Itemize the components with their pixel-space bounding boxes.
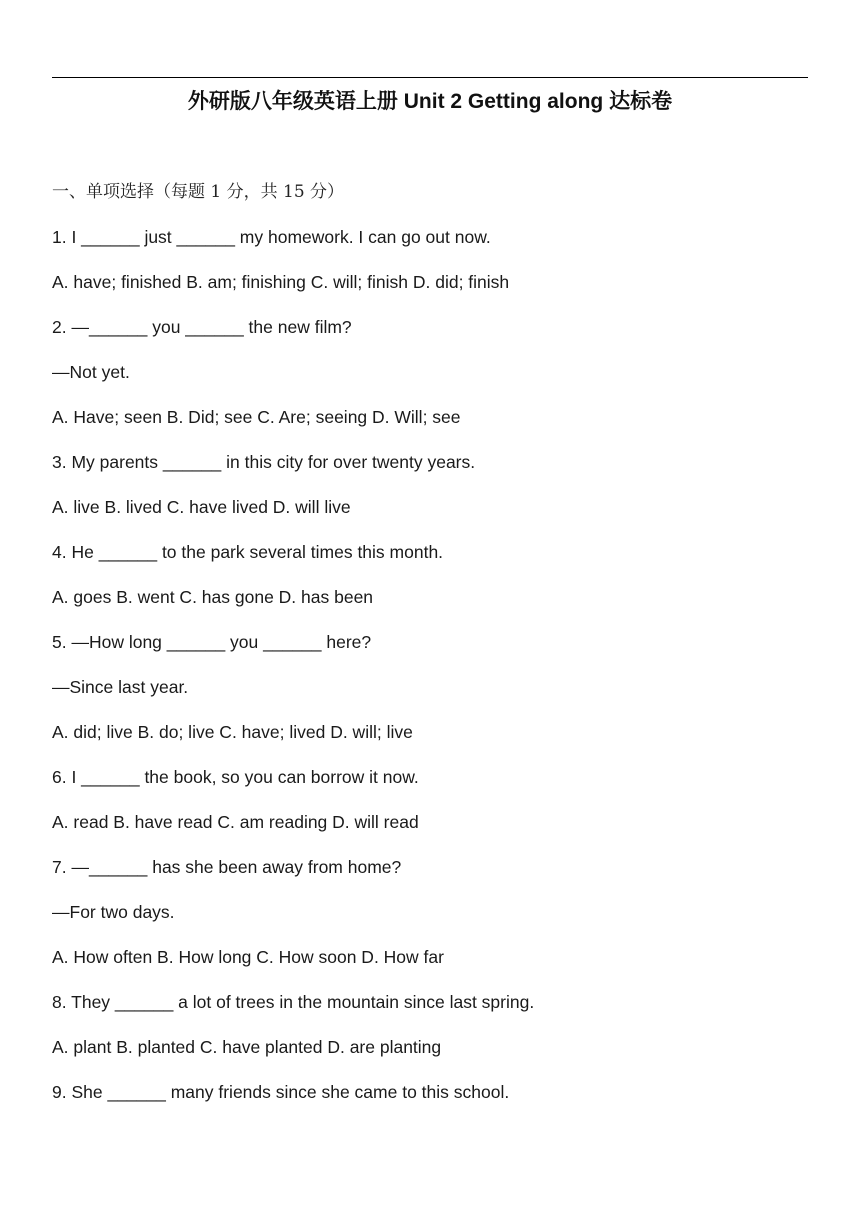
question-2-options: A. Have; seen B. Did; see C. Are; seeing D. Will; see — [52, 407, 461, 427]
question-1-options: A. have; finished B. am; finishing C. will; finish D. did; finish — [52, 272, 510, 292]
section-heading: 一、单项选择（每题 1 分，共 15 分） — [52, 182, 345, 202]
question-2-reply: —Not yet. — [52, 362, 130, 382]
question-7-options: A. How often B. How long C. How soon D. How far — [52, 947, 444, 967]
document-title: 外研版八年级英语上册 Unit 2 Getting along 达标卷 — [187, 90, 673, 113]
question-8-options: A. plant B. planted C. have planted D. are planting — [52, 1037, 442, 1057]
question-5-options: A. did; live B. do; live C. have; lived D. will; live — [52, 722, 413, 742]
question-8-stem: 8. They ______ a lot of trees in the mountain since last spring. — [52, 992, 535, 1012]
question-list — [52, 225, 812, 1125]
question-4-stem: 4. He ______ to the park several times this month. — [52, 542, 444, 562]
question-9-stem: 9. She ______ many friends since she came to this school. — [52, 1082, 510, 1102]
question-4-options: A. goes B. went C. has gone D. has been — [52, 587, 374, 607]
question-6-options: A. read B. have read C. am reading D. will read — [52, 812, 419, 832]
question-6-stem: 6. I ______ the book, so you can borrow it now. — [52, 767, 419, 787]
header-rule — [52, 77, 808, 78]
question-7-reply: —For two days. — [52, 902, 175, 922]
question-1-stem: 1. I ______ just ______ my homework. I can go out now. — [52, 227, 491, 247]
question-2-stem: 2. —______ you ______ the new film? — [52, 317, 352, 337]
question-7-stem: 7. —______ has she been away from home? — [52, 857, 402, 877]
question-5-stem: 5. —How long ______ you ______ here? — [52, 632, 372, 652]
question-5-reply: —Since last year. — [52, 677, 189, 697]
question-3-options: A. live B. lived C. have lived D. will live — [52, 497, 351, 517]
question-3-stem: 3. My parents ______ in this city for over twenty years. — [52, 452, 476, 472]
